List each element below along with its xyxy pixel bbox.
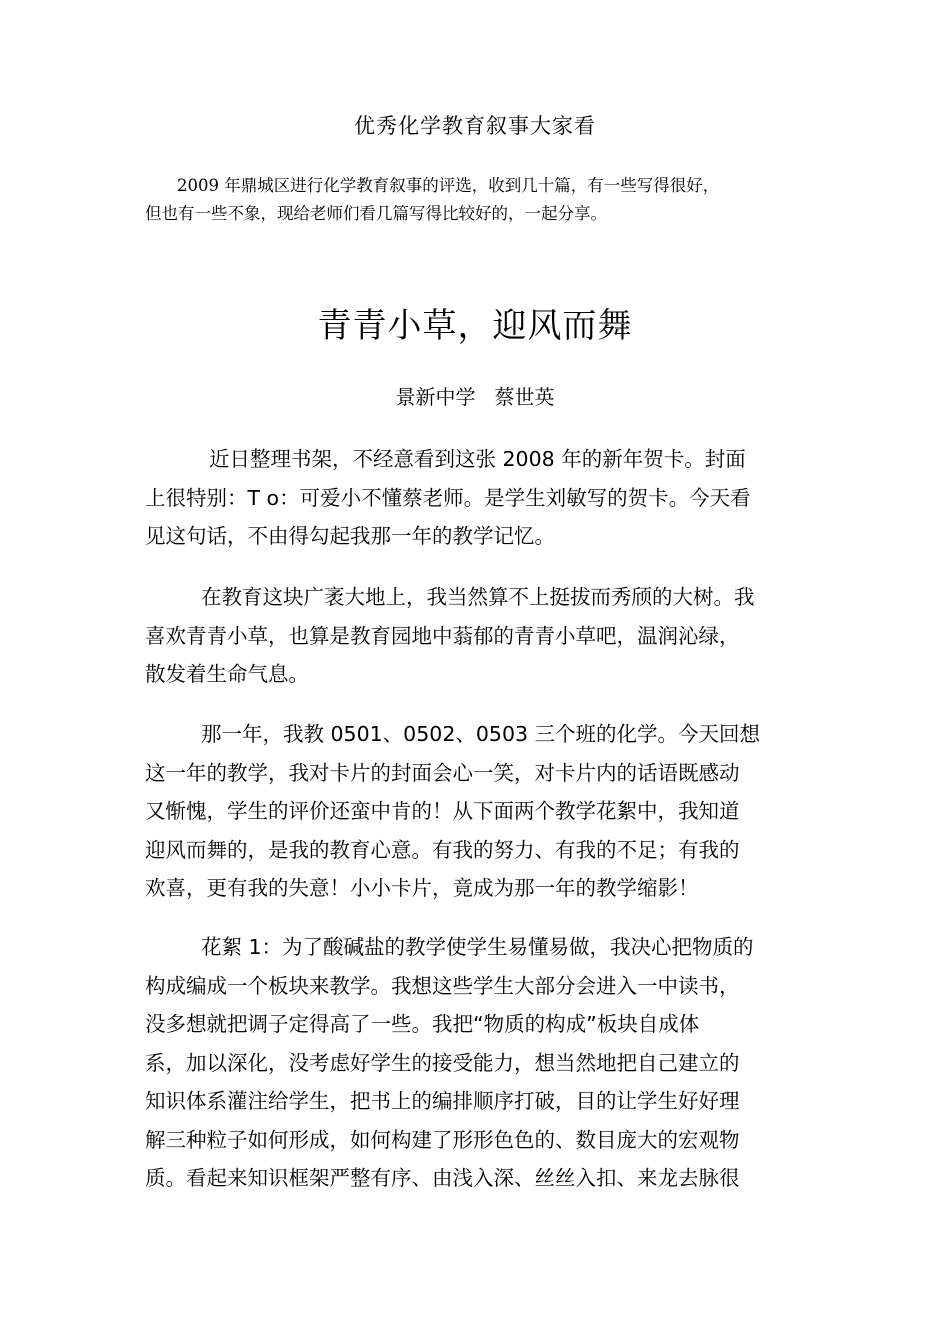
paragraph-line: 知识体系灌注给学生，把书上的编排顺序打破，目的让学生好好理: [145, 1089, 740, 1113]
article-title: 青青小草，迎风而舞: [317, 306, 633, 346]
body-paragraph: [145, 928, 810, 1198]
intro-paragraph: [145, 172, 805, 228]
paragraph-line: 没多想就把调子定得高了一些。我把“物质的构成”板块自成体: [145, 1012, 700, 1036]
paragraph-line: 近日整理书架，不经意看到这张 2008 年的新年贺卡。封面: [209, 447, 746, 471]
paragraph-line: 构成编成一个板块来教学。我想这些学生大部分会进入一中读书，: [145, 973, 740, 998]
article-byline: 景新中学 蔡世英: [395, 385, 555, 409]
paragraph-line: 散发着生命气息。: [145, 662, 309, 686]
paragraph-line: 上很特别：T o：可爱小不懂蔡老师。是学生刘敏写的贺卡。今天看: [145, 485, 751, 510]
paragraph-line: 又惭愧，学生的评价还蛮中肯的！从下面两个教学花絮中，我知道: [145, 799, 740, 823]
paragraph-line: 那一年，我教 0501、0502、0503 三个班的化学。今天回想: [201, 722, 761, 746]
paragraph-line: 系，加以深化，没考虑好学生的接受能力，想当然地把自己建立的: [145, 1050, 740, 1075]
paragraph-line: 喜欢青青小草，也算是教育园地中蓊郁的青青小草吧，温润沁绿，: [145, 623, 740, 648]
paragraph-line: 迎风而舞的，是我的教育心意。有我的努力、有我的不足；有我的: [145, 837, 740, 862]
paragraph-line: 欢喜，更有我的失意！小小卡片，竟成为那一年的教学缩影！: [145, 876, 699, 900]
body-paragraph: [145, 578, 810, 694]
paragraph-line: 解三种粒子如何形成，如何构建了形形色色的、数目庞大的宏观物: [145, 1127, 740, 1152]
body-paragraph: [145, 440, 810, 556]
body-paragraph: [145, 715, 810, 908]
paragraph-line: 质。看起来知识框架严整有序、由浅入深、丝丝入扣、来龙去脉很: [145, 1166, 740, 1190]
intro-line: 2009 年鼎城区进行化学教育叙事的评选，收到几十篇，有一些写得很好，: [177, 176, 720, 195]
document-title: 优秀化学教育叙事大家看: [354, 114, 596, 138]
paragraph-line: 在教育这块广袤大地上，我当然算不上挺拔而秀颀的大树。我: [201, 585, 755, 609]
paragraph-line: 这一年的教学，我对卡片的封面会心一笑，对卡片内的话语既感动: [145, 760, 740, 785]
intro-line: 但也有一些不象，现给老师们看几篇写得比较好的，一起分享。: [145, 204, 607, 223]
paragraph-line: 花絮 1：为了酸碱盐的教学使学生易懂易做，我决心把物质的: [201, 935, 754, 959]
paragraph-line: 见这句话，不由得勾起我那一年的教学记忆。: [145, 524, 555, 548]
